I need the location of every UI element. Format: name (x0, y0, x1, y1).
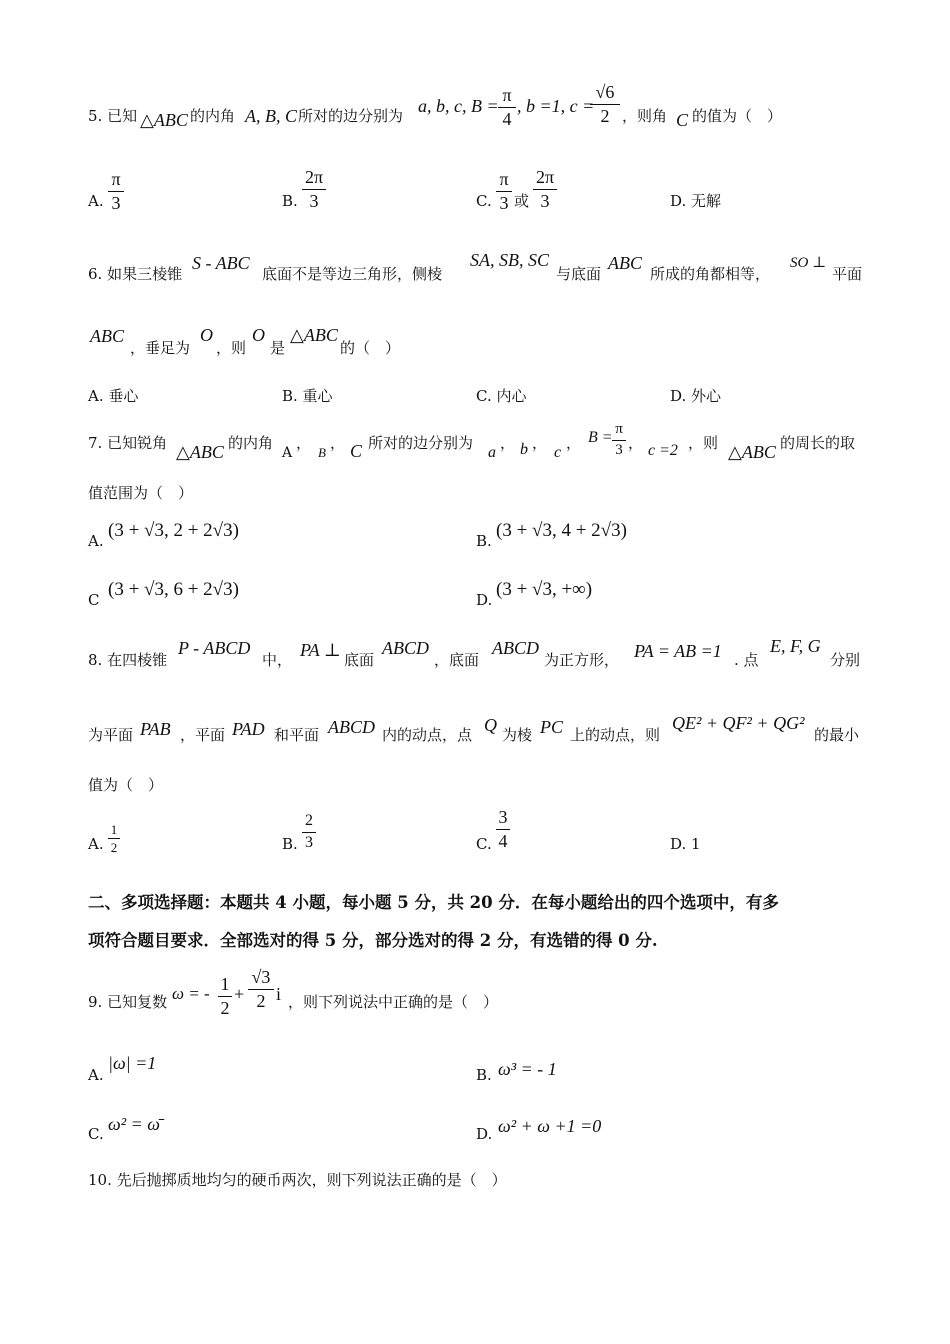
q8-pa-perp: PA ⊥ (300, 640, 341, 660)
q6-pyramid: S - ABC (192, 253, 250, 273)
q5-cond-2: , b =1, c = (517, 96, 595, 116)
q7-triangle: △ABC (176, 442, 224, 462)
numerator: 2 (305, 812, 313, 829)
denominator: 3 (615, 442, 623, 458)
q6-text-2: 与底面 (556, 265, 602, 283)
q5-option-c-1 (496, 170, 512, 212)
denominator: 3 (111, 193, 121, 213)
q5-option-b-label: B. (282, 192, 298, 210)
q9-plus: + (234, 984, 245, 1004)
q8-text-8: ，平面 (180, 726, 226, 744)
q8-option-b-label: B. (282, 835, 298, 853)
q8-expression: QE² + QF² + QG² (672, 713, 805, 733)
q6-edges: SA, SB, SC (470, 250, 549, 270)
q6-text-5: ，垂足为 (130, 339, 191, 357)
q7-option-d-label: D. (476, 591, 493, 609)
q8-abcd-3: ABCD (328, 717, 375, 737)
q8-option-b (302, 813, 316, 851)
q7-c-eq: c =2 (648, 442, 678, 459)
denominator: 2 (220, 998, 230, 1018)
q7-comma-6: ， (628, 434, 644, 452)
q8-option-a-label: A. (88, 835, 104, 853)
q6-option-c: C. 内心 (476, 387, 527, 405)
q6-O-2: O (252, 325, 265, 345)
q7-comma-3: ， (500, 434, 516, 452)
numerator: 1 (110, 822, 118, 837)
denominator: 2 (600, 106, 610, 126)
q8-Q: Q (484, 715, 497, 735)
q9-option-c-label: C. (88, 1125, 104, 1143)
numerator: π (502, 85, 512, 105)
q7-option-a: (3 + √3, 2 + 2√3) (108, 520, 239, 541)
q5-cond-1: a, b, c, B = (418, 96, 499, 116)
q5-option-d: D. 无解 (670, 192, 722, 210)
q8-pc: PC (540, 717, 564, 737)
q5-text-2: 所对的边分别为 (298, 107, 404, 125)
q8-text-5: . 点 (734, 651, 759, 669)
q8-text-1: 中， (262, 651, 293, 669)
q7-text-1: 的内角 (228, 434, 274, 452)
q7-text-5: 值范围为（ ） (88, 484, 194, 502)
q7-option-a-label: A. (88, 532, 104, 550)
q6-triangle: △ABC (290, 325, 338, 345)
q6-abc-2: ABC (90, 326, 124, 346)
q8-option-c (496, 808, 510, 850)
numerator: √6 (595, 82, 615, 102)
q7-comma-1: ， (296, 434, 312, 452)
q5-option-c-2 (533, 168, 557, 210)
q7-B: B (318, 445, 326, 460)
denominator: 4 (498, 831, 508, 851)
q5-option-c-or: 或 (514, 192, 530, 210)
q9-sqrt3-half (248, 968, 274, 1010)
q9-option-c: ω² = ω̄ (108, 1114, 160, 1134)
numerator: π (615, 421, 623, 437)
q5-number: 5. 已知 (88, 107, 138, 125)
q7-number: 7. 已知锐角 (88, 434, 168, 452)
denominator: 3 (309, 191, 319, 211)
q6-text-1: 底面不是等边三角形，侧棱 (262, 265, 443, 283)
q7-option-c: (3 + √3, 6 + 2√3) (108, 579, 239, 600)
q6-text-6: ，则 (216, 339, 247, 357)
q7-pi-over-3 (612, 422, 626, 458)
q7-text-4: 的周长的取 (780, 434, 856, 452)
q6-abc: ABC (608, 253, 642, 273)
section-2-heading-line-2: 项符合题目要求．全部选对的得 5 分，部分选对的得 2 分，有选错的得 0 分. (88, 931, 658, 950)
q9-option-b: ω³ = - 1 (498, 1059, 557, 1079)
q8-equality: PA = AB =1 (634, 641, 722, 661)
q6-option-b: B. 重心 (282, 387, 333, 405)
q6-text-4: 平面 (832, 265, 863, 283)
q9-option-a-label: A. (88, 1066, 104, 1084)
denominator: 3 (305, 834, 313, 851)
q6-text-3: 所成的角都相等， (650, 265, 771, 283)
section-2-heading-line-1: 二、多项选择题：本题共 4 小题，每小题 5 分，共 20 分．在每小题给出的四个选项中，有多 (88, 893, 779, 912)
q9-option-d-label: D. (476, 1125, 493, 1143)
q6-option-d: D. 外心 (670, 387, 722, 405)
q9-option-d: ω² + ω +1 =0 (498, 1116, 602, 1136)
q8-text-4: 为正方形， (544, 651, 620, 669)
denominator: 2 (256, 991, 266, 1011)
numerator: 3 (498, 807, 508, 827)
q6-so-perp: SO ⊥ (790, 255, 827, 271)
denominator: 3 (499, 193, 509, 213)
q8-text-3: ，底面 (434, 651, 480, 669)
q9-number: 9. 已知复数 (88, 993, 168, 1011)
q8-text-14: 值为（ ） (88, 776, 164, 794)
q10-text: 10. 先后抛掷质地均匀的硬币两次，则下列说法正确的是（ ） (88, 1171, 507, 1189)
numerator: 2π (535, 167, 555, 187)
q9-i: i (276, 984, 282, 1004)
q8-points: E, F, G (770, 636, 821, 656)
q8-text-13: 的最小 (814, 726, 860, 744)
q9-option-a: |ω| =1 (108, 1053, 157, 1073)
q8-pad: PAD (232, 719, 265, 739)
q8-text-9: 和平面 (274, 726, 320, 744)
q9-option-b-label: B. (476, 1066, 492, 1084)
q8-text-2: 底面 (344, 651, 375, 669)
q5-pi-over-4 (498, 86, 516, 128)
q5-triangle: △ABC (140, 110, 188, 130)
q7-option-b: (3 + √3, 4 + 2√3) (496, 520, 627, 541)
q7-A: A (282, 445, 293, 461)
q7-b: b (520, 441, 528, 458)
q5-angles: A, B, C (245, 106, 297, 126)
q8-text-11: 为棱 (502, 726, 533, 744)
q8-abcd-2: ABCD (492, 638, 539, 658)
q7-comma-2: ， (330, 434, 346, 452)
q8-pyramid: P - ABCD (178, 638, 251, 658)
q7-option-c-label: C (88, 591, 100, 609)
q5-option-a-label: A. (88, 192, 104, 210)
denominator: 2 (110, 840, 118, 855)
q5-option-c-label: C. (476, 192, 492, 210)
q8-text-7: 为平面 (88, 726, 134, 744)
denominator: 4 (502, 109, 512, 129)
q6-number: 6. 如果三棱锥 (88, 265, 183, 283)
q7-option-d: (3 + √3, +∞) (496, 579, 593, 600)
q6-text-8: 的（ ） (340, 339, 401, 357)
q5-text-1: 的内角 (190, 107, 236, 125)
q5-text-3: ，则角 (622, 107, 668, 125)
q5-C: C (676, 110, 689, 130)
numerator: 2π (304, 167, 324, 187)
q7-a: a (488, 444, 496, 461)
q7-comma-5: ， (566, 434, 582, 452)
q8-option-c-label: C. (476, 835, 492, 853)
q7-option-b-label: B. (476, 532, 492, 550)
q7-triangle-2: △ABC (728, 442, 776, 462)
q5-text-4: 的值为（ ） (692, 107, 783, 125)
q9-one-half (218, 975, 232, 1017)
q5-option-a (108, 170, 124, 212)
q8-abcd: ABCD (382, 638, 429, 658)
q8-text-10: 内的动点，点 (382, 726, 473, 744)
q8-number: 8. 在四棱锥 (88, 651, 168, 669)
q5-sqrt6-over-2 (590, 83, 620, 125)
q7-c: c (554, 444, 562, 461)
q7-text-2: 所对的边分别为 (368, 434, 474, 452)
q7-text-3: ，则 (688, 434, 719, 452)
numerator: π (499, 169, 509, 189)
q8-option-a (108, 823, 120, 854)
q8-pab: PAB (140, 719, 171, 739)
numerator: √3 (251, 967, 271, 987)
q7-B-eq: B = (588, 429, 613, 446)
q9-text-1: ，则下列说法中正确的是（ ） (288, 993, 499, 1011)
q8-text-6: 分别 (830, 651, 861, 669)
q8-option-d: D. 1 (670, 835, 701, 853)
q9-omega-eq: ω = - (172, 984, 210, 1003)
q6-O: O (200, 325, 213, 345)
numerator: π (111, 169, 121, 189)
q6-text-7: 是 (270, 339, 286, 357)
numerator: 1 (220, 974, 230, 994)
q8-text-12: 上的动点，则 (570, 726, 661, 744)
q7-C: C (350, 441, 363, 461)
q7-comma-4: ， (532, 434, 548, 452)
denominator: 3 (540, 191, 550, 211)
q5-option-b (302, 168, 326, 210)
q6-option-a: A. 垂心 (88, 387, 139, 405)
